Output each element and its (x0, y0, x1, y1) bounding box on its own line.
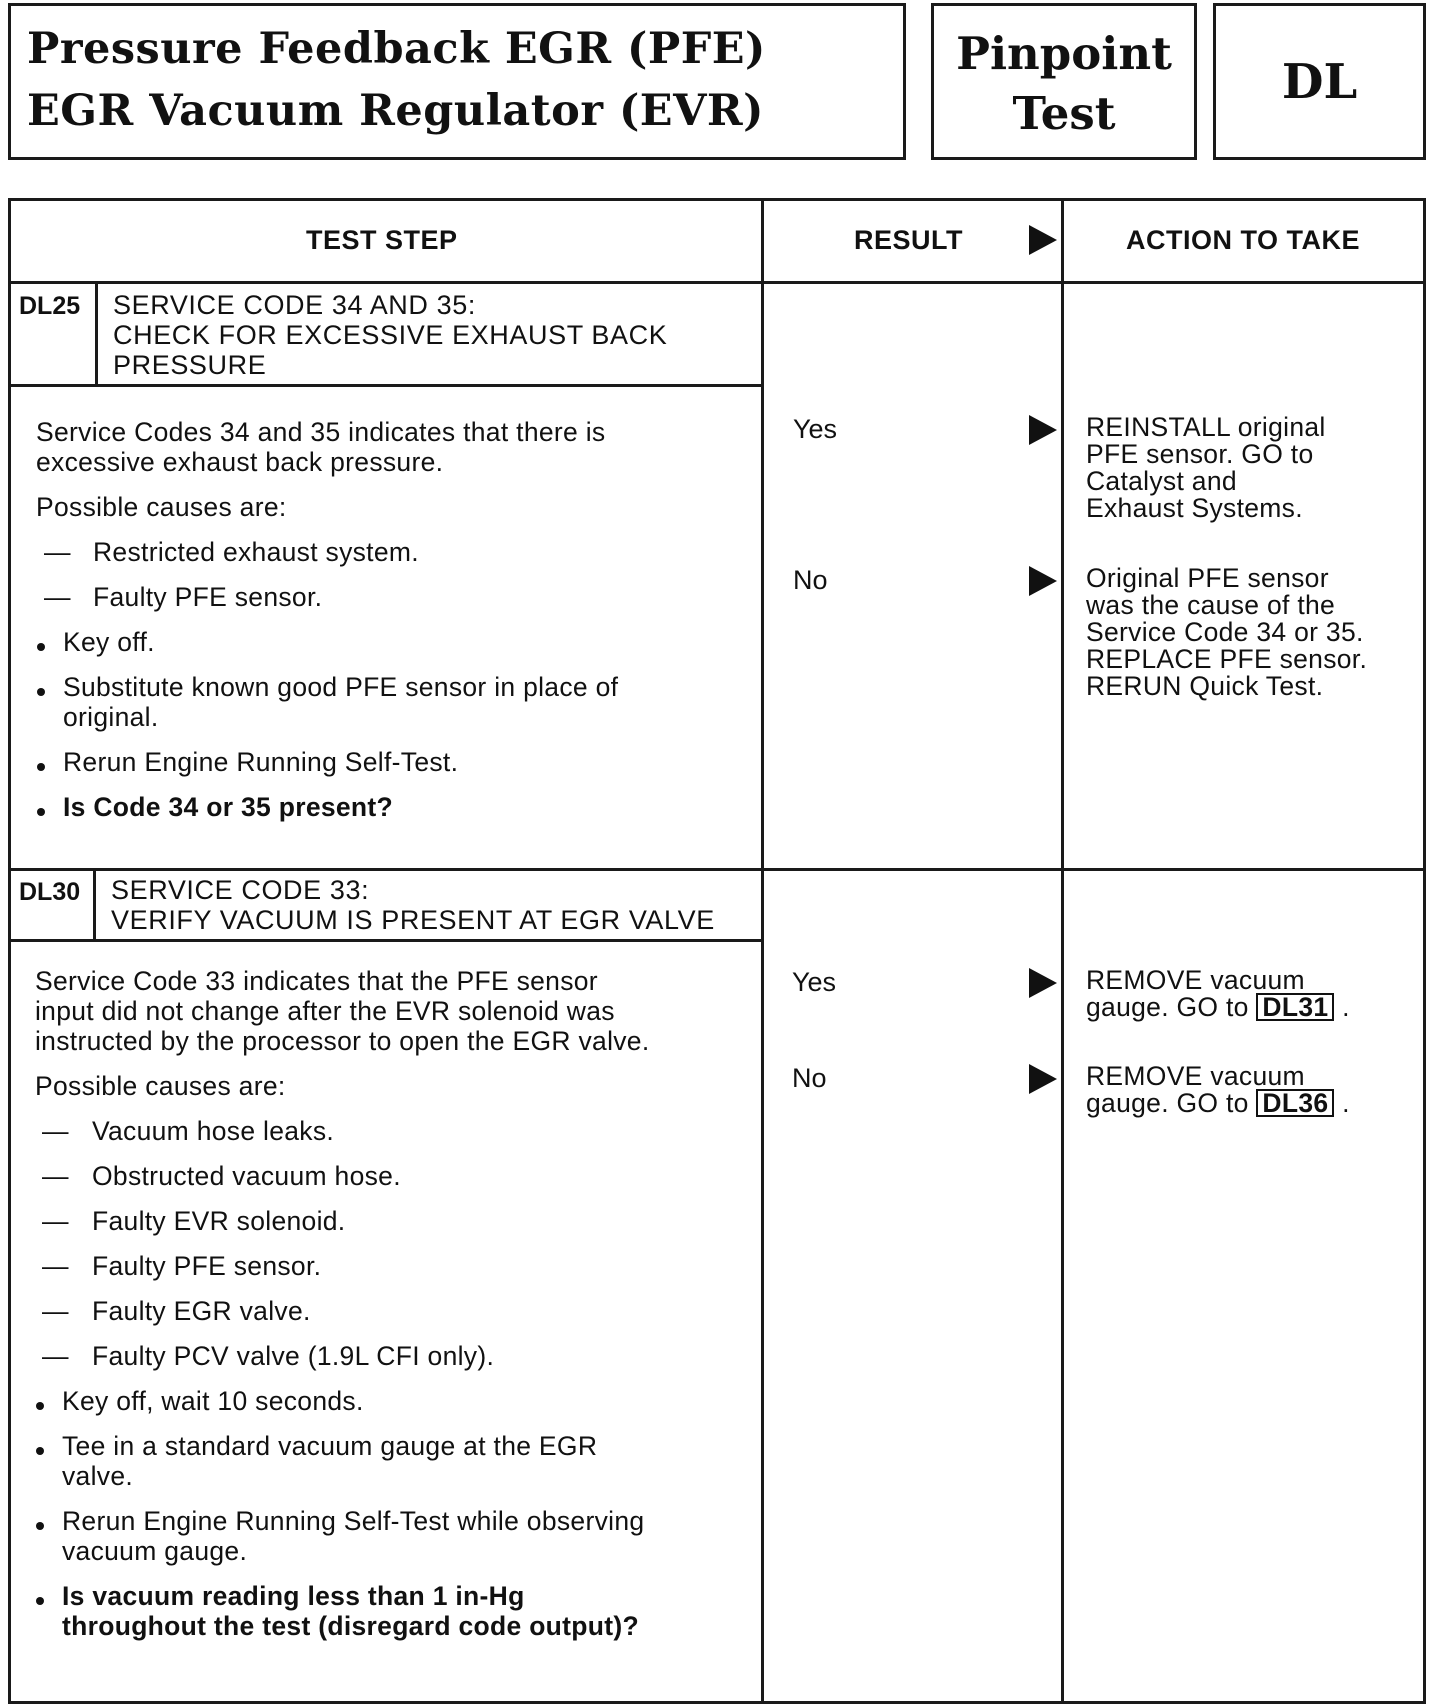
dl30-cause-item: Faulty EGR valve. (92, 1296, 311, 1326)
row-separator (11, 868, 1423, 871)
dl30-cause-item: Faulty EVR solenoid. (92, 1206, 346, 1236)
dl30-cause-dash: — (42, 1341, 69, 1371)
result-arrow-icon (1029, 225, 1057, 255)
dl30-yes-action-line-1: REMOVE vacuum (1086, 965, 1305, 995)
dl25-step-text: Key off. (63, 627, 155, 657)
dl25-cause-dash: — (44, 582, 71, 612)
dl30-cause-dash: — (42, 1251, 69, 1281)
dl30-cause-dash: — (42, 1296, 69, 1326)
dl25-yes-action-line: PFE sensor. GO to (1086, 439, 1314, 469)
dl25-title-line-2: CHECK FOR EXCESSIVE EXHAUST BACK (113, 320, 668, 350)
dl25-no-action-line: REPLACE PFE sensor. (1086, 644, 1368, 674)
dl30-yes-action-text: gauge. GO to (1086, 992, 1249, 1022)
dl25-yes-arrow-icon (1029, 415, 1057, 445)
pinpoint-table (8, 198, 1426, 1704)
dl30-step-id: DL30 (19, 878, 81, 906)
dl30-step-text: Tee in a standard vacuum gauge at the EGR (62, 1431, 598, 1461)
dl25-step-text: original. (63, 702, 159, 732)
bullet-icon (36, 1402, 44, 1410)
period: . (1342, 992, 1350, 1022)
dl25-question: Is Code 34 or 35 present? (63, 792, 394, 822)
dl25-cause-item: Faulty PFE sensor. (93, 582, 323, 612)
dl25-no-action-line: was the cause of the (1086, 590, 1336, 620)
header-result: RESULT (854, 225, 963, 255)
dl25-no-action-line: RERUN Quick Test. (1086, 671, 1324, 701)
dl30-no-arrow-icon (1029, 1064, 1057, 1094)
dl30-step-text: Key off, wait 10 seconds. (62, 1386, 364, 1416)
dl25-no-action-line: Service Code 34 or 35. (1086, 617, 1364, 647)
header-action: ACTION TO TAKE (1126, 225, 1360, 255)
pinpoint-test-box (931, 3, 1197, 160)
dl30-no-action-text: gauge. GO to (1086, 1088, 1249, 1118)
dl30-title-line-2: VERIFY VACUUM IS PRESENT AT EGR VALVE (111, 905, 715, 935)
header-separator (11, 281, 1423, 284)
dl25-intro-line-2: excessive exhaust back pressure. (36, 447, 444, 477)
bullet-icon (36, 1447, 44, 1455)
dl30-no-action-line-1: REMOVE vacuum (1086, 1061, 1305, 1091)
dl25-yes-action-line: Exhaust Systems. (1086, 493, 1303, 523)
dl30-cause-dash: — (42, 1206, 69, 1236)
dl30-step-text: vacuum gauge. (62, 1536, 248, 1566)
dl25-yes-action-line: REINSTALL original (1086, 412, 1326, 442)
dl30-yes-arrow-icon (1029, 968, 1057, 998)
dl30-title-line-1: SERVICE CODE 33: (111, 875, 370, 905)
dl30-yes-label: Yes (792, 967, 837, 997)
bullet-icon (37, 808, 45, 816)
dl30-cause-item: Faulty PFE sensor. (92, 1251, 322, 1281)
dl25-id-divider (95, 284, 98, 385)
period: . (1342, 1088, 1350, 1118)
dl30-title-underline (11, 939, 762, 942)
test-label: Test (1012, 87, 1116, 140)
dl25-title-line-3: PRESSURE (113, 350, 267, 380)
dl30-cause-item: Faulty PCV valve (1.9L CFI only). (92, 1341, 495, 1371)
title-line-1: Pressure Feedback EGR (PFE) (27, 24, 766, 74)
dl30-step-text: valve. (62, 1461, 134, 1491)
title-line-2: EGR Vacuum Regulator (EVR) (27, 86, 765, 136)
dl30-yes-action-line-2 (1086, 993, 1350, 1021)
dl25-cause-item: Restricted exhaust system. (93, 537, 419, 567)
bullet-icon (36, 1522, 44, 1530)
dl25-no-action-line: Original PFE sensor (1086, 563, 1329, 593)
dl25-causes-label: Possible causes are: (36, 492, 287, 522)
dl25-step-id: DL25 (19, 292, 81, 320)
dl30-no-label: No (792, 1063, 827, 1093)
dl30-cause-dash: — (42, 1161, 69, 1191)
dl25-title-line-1: SERVICE CODE 34 AND 35: (113, 290, 476, 320)
bullet-icon (37, 688, 45, 696)
dl30-cause-item: Obstructed vacuum hose. (92, 1161, 401, 1191)
bullet-icon (37, 763, 45, 771)
dl30-step-text: Rerun Engine Running Self-Test while observing (62, 1506, 645, 1536)
dl25-no-arrow-icon (1029, 566, 1057, 596)
title-box (8, 3, 906, 160)
test-code-box (1213, 3, 1426, 160)
dl30-intro-line-1: Service Code 33 indicates that the PFE sensor (35, 966, 598, 996)
divider-step-result (761, 201, 764, 1704)
dl25-yes-action-line: Catalyst and (1086, 466, 1237, 496)
dl25-cause-dash: — (44, 537, 71, 567)
header-test-step: TEST STEP (306, 225, 458, 255)
dl25-title-underline (11, 384, 762, 387)
divider-result-action (1061, 201, 1064, 1704)
dl30-cause-item: Vacuum hose leaks. (92, 1116, 335, 1146)
dl25-no-label: No (793, 565, 828, 595)
test-code: DL (1281, 53, 1358, 110)
dl30-intro-line-3: instructed by the processor to open the EGR valve. (35, 1026, 650, 1056)
dl36-reference-link[interactable]: DL36 (1256, 1089, 1334, 1117)
dl30-causes-label: Possible causes are: (35, 1071, 286, 1101)
dl31-reference-link[interactable]: DL31 (1256, 993, 1334, 1021)
dl25-intro-line-1: Service Codes 34 and 35 indicates that there is (36, 417, 606, 447)
dl30-cause-dash: — (42, 1116, 69, 1146)
dl25-step-text: Substitute known good PFE sensor in place of (63, 672, 619, 702)
bullet-icon (36, 1597, 44, 1605)
dl30-question-line-1: Is vacuum reading less than 1 in-Hg (62, 1581, 525, 1611)
bullet-icon (37, 643, 45, 651)
dl25-yes-label: Yes (793, 414, 838, 444)
dl30-question-line-2: throughout the test (disregard code output)? (62, 1611, 640, 1641)
dl30-no-action-line-2 (1086, 1089, 1350, 1117)
dl30-intro-line-2: input did not change after the EVR solenoid was (35, 996, 615, 1026)
dl25-step-text: Rerun Engine Running Self-Test. (63, 747, 459, 777)
pinpoint-label: Pinpoint (956, 27, 1172, 80)
dl30-id-divider (93, 871, 96, 941)
